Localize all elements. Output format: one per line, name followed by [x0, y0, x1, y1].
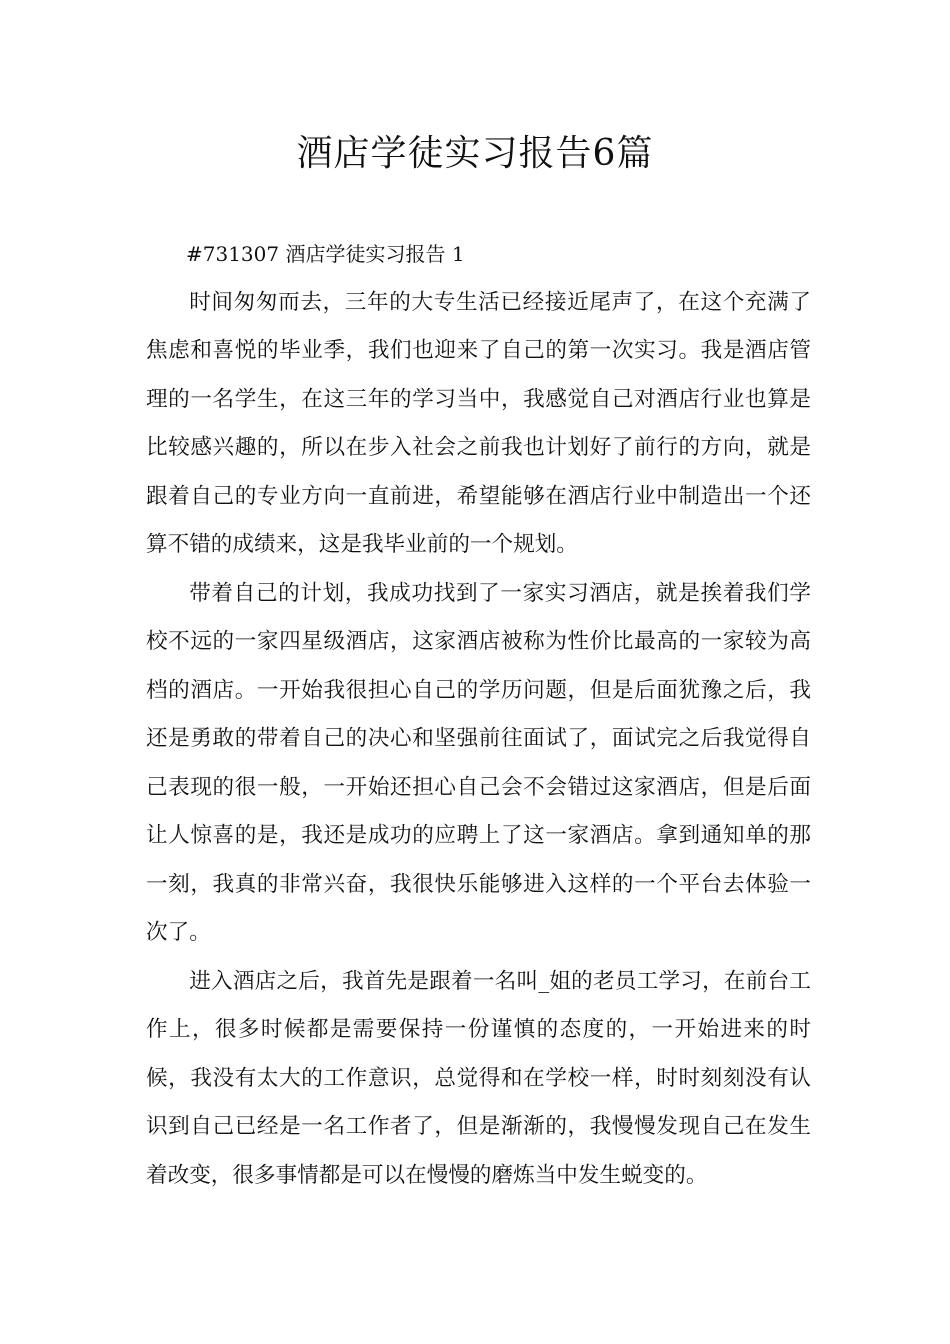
paragraph-2: 带着自己的计划，我成功找到了一家实习酒店，就是挨着我们学校不远的一家四星级酒店，这家酒店被称为性价比最高的一家较为高档的酒店。一开始我很担心自己的学历问题，但是后面犹豫之后，我还是勇敢的带着自己的决心和坚强前往面试了，面试完之后我觉得自己表现的很一般，一开始还担心自己会不会错过这家酒店，但是后面让人惊喜的是，我还是成功的应聘上了这一家酒店。拿到通知单的那一刻，我真的非常兴奋，我很快乐能够进入这样的一个平台去体验一次了。	[146, 580, 811, 945]
document-body	[146, 230, 811, 1200]
paragraph-1: 时间匆匆而去，三年的大专生活已经接近尾声了，在这个充满了焦虑和喜悦的毕业季，我们也迎来了自己的第一次实习。我是酒店管理的一名学生，在这三年的学习当中，我感觉自己对酒店行业也算是比较感兴趣的，所以在步入社会之前我也计划好了前行的方向，就是跟着自己的专业方向一直前进，希望能够在酒店行业中制造出一个还算不错的成绩来，这是我毕业前的一个规划。	[146, 289, 811, 557]
document-title: 酒店学徒实习报告6篇	[296, 133, 654, 174]
paragraph-3: 进入酒店之后，我首先是跟着一名叫_姐的老员工学习，在前台工作上，很多时候都是需要保持一份谨慎的态度的，一开始进来的时候，我没有太大的工作意识，总觉得和在学校一样，时时刻刻没有认识到自己已经是一名工作者了，但是渐渐的，我慢慢发现自己在发生着改变，很多事情都是可以在慢慢的磨炼当中发生蜕变的。	[146, 968, 811, 1188]
section-heading: #731307 酒店学徒实习报告 1	[186, 242, 465, 266]
